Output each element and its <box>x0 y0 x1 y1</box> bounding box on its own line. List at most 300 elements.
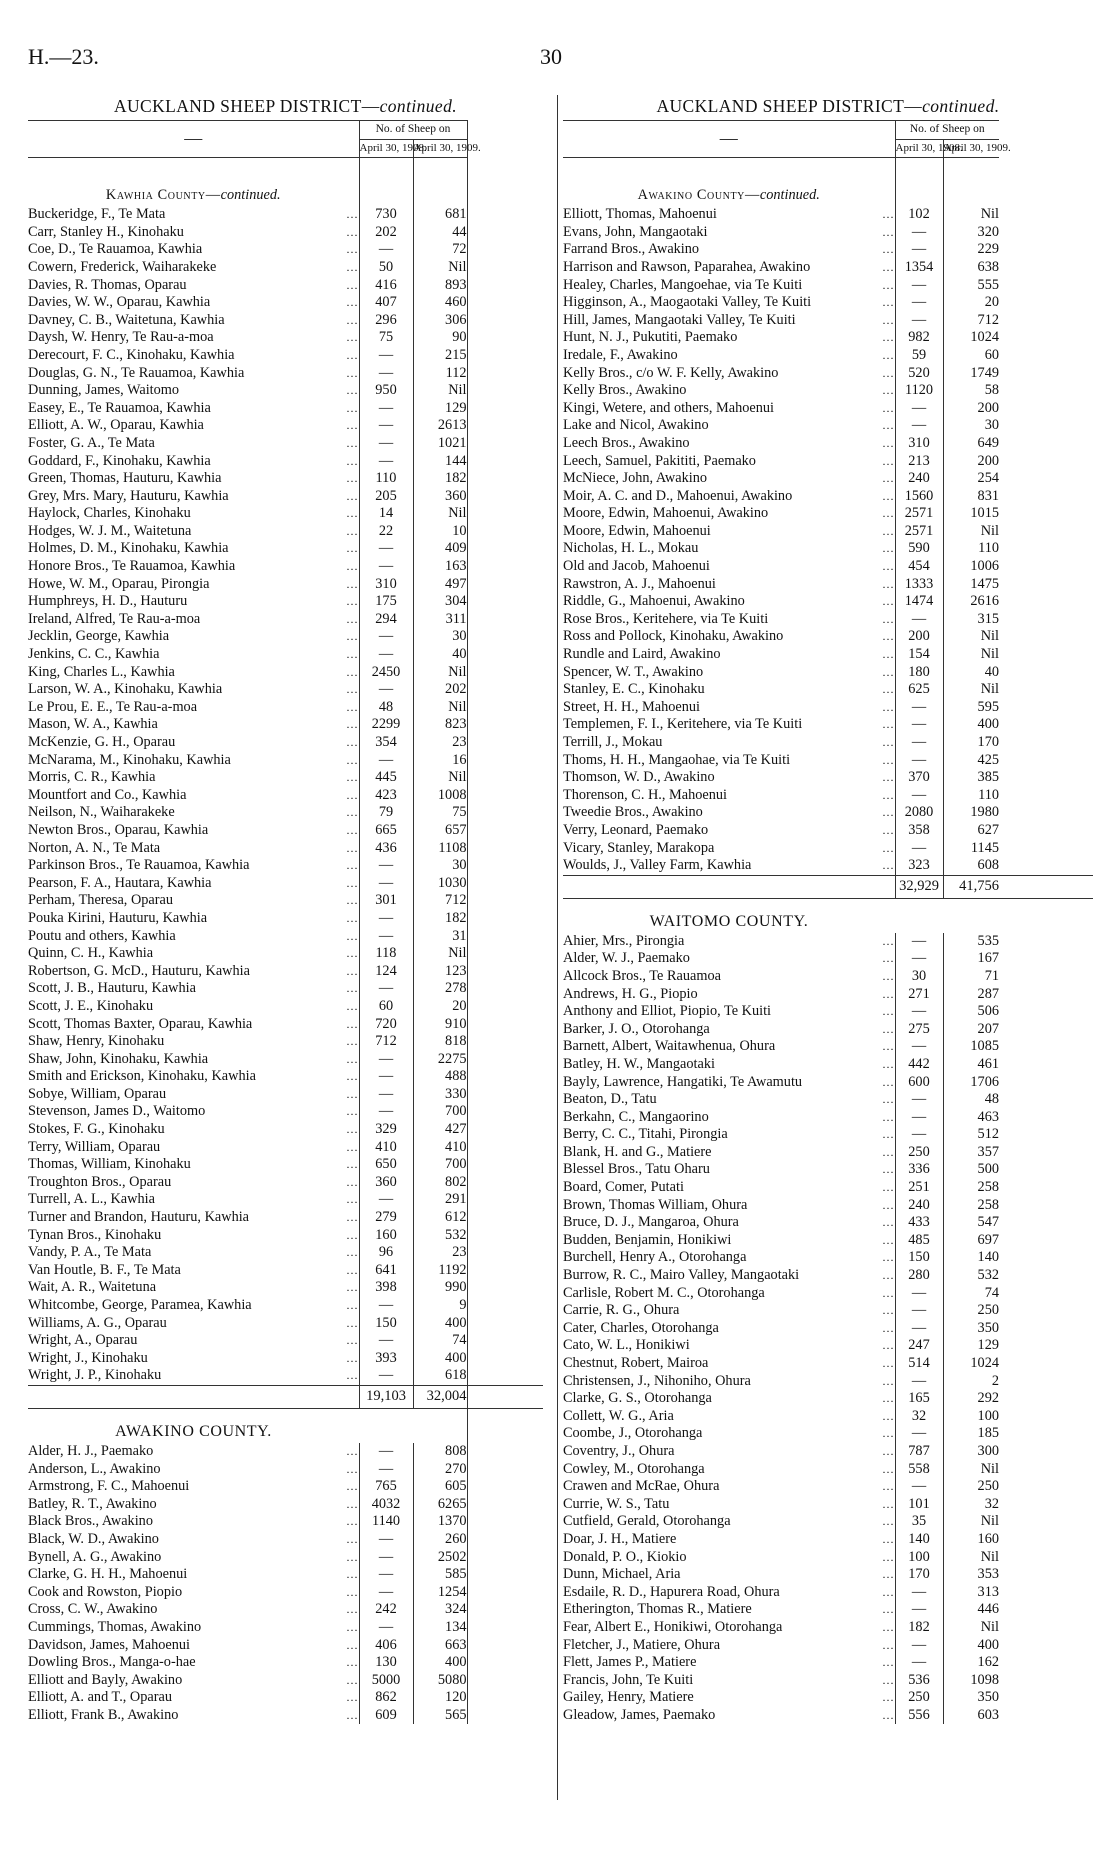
sheep-1908: 59 <box>895 347 943 365</box>
leader-dots: ... <box>346 1174 359 1189</box>
sheep-1908: 1474 <box>895 593 943 611</box>
sheep-1908: 360 <box>359 1174 413 1192</box>
owner-name: Pearson, F. A., Hautara, Kawhia <box>28 874 212 891</box>
table-row <box>28 664 543 682</box>
leader-dots: ... <box>346 1298 359 1312</box>
sheep-1908: — <box>359 1367 413 1385</box>
leader-dots: ... <box>882 1144 895 1159</box>
leader-dots: ... <box>346 1051 359 1066</box>
owner-name: Street, H. H., Mahoenui <box>563 698 700 715</box>
sheep-1908: 247 <box>895 1337 943 1355</box>
leader-dots: ... <box>346 647 359 662</box>
sheep-1909: 910 <box>413 1016 467 1034</box>
sheep-1909: 608 <box>943 857 999 875</box>
sheep-1909: 140 <box>943 1249 999 1267</box>
owner-name: Elliott, Thomas, Mahoenui <box>563 206 717 223</box>
table-row <box>563 1619 1093 1637</box>
sheep-1909: 409 <box>413 540 467 558</box>
sheep-1909: 200 <box>943 400 999 418</box>
leader-dots: ... <box>882 1127 895 1142</box>
leader-dots: ... <box>346 910 359 925</box>
leader-dots: ... <box>882 1443 895 1458</box>
sheep-1908: — <box>895 611 943 629</box>
sheep-1908: — <box>359 417 413 435</box>
owner-name: Moir, A. C. and D., Mahoenui, Awakino <box>563 487 793 504</box>
section-heading-row <box>28 180 543 206</box>
leader-dots: ... <box>346 946 359 961</box>
owner-name: Wait, A. R., Waitetuna <box>28 1279 157 1296</box>
sheep-1908: 250 <box>895 1689 943 1707</box>
owner-name: Mountfort and Co., Kawhia <box>28 786 187 803</box>
owner-name: Newton Bros., Oparau, Kawhia <box>28 821 209 838</box>
leader-dots: ... <box>346 594 359 609</box>
sheep-1909: 5080 <box>413 1672 467 1690</box>
table-row <box>563 1249 1093 1267</box>
leader-dots: ... <box>346 611 359 626</box>
sheep-1908: 170 <box>895 1566 943 1584</box>
sheep-1909: 120 <box>413 1689 467 1707</box>
sheep-1908: 454 <box>895 558 943 576</box>
sheep-1908: 2450 <box>359 664 413 682</box>
sheep-1908: 982 <box>895 329 943 347</box>
sheep-1908: 205 <box>359 488 413 506</box>
waitomo-county-heading: WAITOMO COUNTY. <box>649 912 809 930</box>
sheep-1909: 353 <box>943 1566 999 1584</box>
table-row <box>28 840 543 858</box>
table-row <box>28 1496 543 1514</box>
sheep-1909: 712 <box>943 312 999 330</box>
sheep-1909: 20 <box>413 998 467 1016</box>
owner-name: Dunn, Michael, Aria <box>563 1566 681 1583</box>
table-row <box>563 1496 1093 1514</box>
table-row <box>563 576 1093 594</box>
table-row <box>28 1584 543 1602</box>
owner-name: Cook and Rowston, Piopio <box>28 1583 183 1600</box>
leader-dots: ... <box>882 770 895 785</box>
leader-dots: ... <box>882 1690 895 1705</box>
sheep-1909: 74 <box>413 1332 467 1350</box>
table-row <box>28 1297 543 1315</box>
leader-dots: ... <box>882 951 895 966</box>
sheep-1908: 130 <box>359 1654 413 1672</box>
table-row <box>563 787 1093 805</box>
sheep-1908: 251 <box>895 1179 943 1197</box>
table-row <box>28 681 543 699</box>
leader-dots: ... <box>882 1356 895 1370</box>
sheep-1908: 110 <box>359 470 413 488</box>
table-row <box>28 277 543 295</box>
table-row <box>563 1601 1093 1619</box>
leader-dots: ... <box>882 1092 895 1107</box>
leader-dots: ... <box>882 506 895 521</box>
owner-name: Ross and Pollock, Kinohaku, Awakino <box>563 628 784 645</box>
leader-dots: ... <box>346 1122 359 1137</box>
owner-name: Blank, H. and G., Matiere <box>563 1143 712 1160</box>
sheep-1908: 2080 <box>895 804 943 822</box>
owner-name: Davies, R. Thomas, Oparau <box>28 276 187 293</box>
owner-name: Clarke, G. S., Otorohanga <box>563 1390 712 1407</box>
owner-name: Hunt, N. J., Pukutiti, Paemako <box>563 329 738 346</box>
sheep-1909: 565 <box>413 1707 467 1725</box>
table-row <box>563 277 1093 295</box>
sheep-1908: — <box>359 365 413 383</box>
col-1908-header: April 30, 1908. <box>359 139 413 158</box>
table-row <box>563 1285 1093 1303</box>
name-column-header: — <box>563 121 895 158</box>
sheep-1908: — <box>359 1051 413 1069</box>
sheep-1909: 129 <box>943 1337 999 1355</box>
table-row <box>563 1337 1093 1355</box>
table-row <box>563 435 1093 453</box>
leader-dots: ... <box>346 295 359 310</box>
table-row <box>563 611 1093 629</box>
table-row <box>28 593 543 611</box>
sheep-1908: 102 <box>895 206 943 224</box>
owner-name: Haylock, Charles, Kinohaku <box>28 505 191 522</box>
table-row <box>28 294 543 312</box>
table-row <box>563 558 1093 576</box>
sheep-1908: — <box>359 435 413 453</box>
owner-name: Spencer, W. T., Awakino <box>563 663 704 680</box>
leader-dots: ... <box>346 858 359 873</box>
leader-dots: ... <box>882 1268 895 1283</box>
sheep-1908: 294 <box>359 611 413 629</box>
owner-name: Carrie, R. G., Ohura <box>563 1302 680 1319</box>
table-row <box>28 540 543 558</box>
sheep-1908: — <box>359 1549 413 1567</box>
owner-name: Scott, J. B., Hauturu, Kawhia <box>28 980 196 997</box>
sheep-1908: 520 <box>895 365 943 383</box>
page-ref: H.—23. <box>28 44 99 69</box>
owner-name: Collett, W. G., Aria <box>563 1407 674 1424</box>
sheep-1908: 609 <box>359 1707 413 1725</box>
sheep-1908: 398 <box>359 1279 413 1297</box>
sheep-1908: 514 <box>895 1355 943 1373</box>
sheep-1909: Nil <box>413 259 467 277</box>
owner-name: Black, W. D., Awakino <box>28 1530 159 1547</box>
sheep-1908: 4032 <box>359 1496 413 1514</box>
owner-name: Burrow, R. C., Mairo Valley, Mangaotaki <box>563 1267 800 1284</box>
waitomo-county-section <box>563 898 1093 1724</box>
sheep-1909: 44 <box>413 224 467 242</box>
sheep-1908: 650 <box>359 1156 413 1174</box>
leader-dots: ... <box>346 435 359 450</box>
table-row <box>563 1021 1093 1039</box>
owner-name: Moore, Edwin, Mahoenui, Awakino <box>563 505 769 522</box>
sheep-1908: — <box>359 857 413 875</box>
table-row <box>563 1126 1093 1144</box>
sheep-1908: — <box>359 558 413 576</box>
leader-dots: ... <box>346 330 359 345</box>
owner-name: Cross, C. W., Awakino <box>28 1601 158 1618</box>
sheep-1909: Nil <box>943 646 999 664</box>
owner-name: Scott, J. E., Kinohaku <box>28 997 154 1014</box>
sheep-1909: 461 <box>943 1056 999 1074</box>
sheep-1908: — <box>359 241 413 259</box>
leader-dots: ... <box>346 1034 359 1049</box>
owner-name: Turner and Brandon, Hauturu, Kawhia <box>28 1209 250 1226</box>
table-row <box>563 1038 1093 1056</box>
owner-name: Donald, P. O., Kiokio <box>563 1548 687 1565</box>
sheep-1908: 150 <box>895 1249 943 1267</box>
owner-name: Carr, Stanley H., Kinohaku <box>28 223 184 240</box>
sheep-1908: 485 <box>895 1232 943 1250</box>
sheep-1909: 831 <box>943 488 999 506</box>
owner-name: Elliott, Frank B., Awakino <box>28 1706 179 1723</box>
sheep-1909: Nil <box>943 681 999 699</box>
table-row <box>28 875 543 893</box>
table-row <box>28 365 543 383</box>
col-1908-header: April 30, 1908. <box>895 139 943 158</box>
owner-name: Williams, A. G., Oparau <box>28 1314 167 1331</box>
sheep-1909: 649 <box>943 435 999 453</box>
sheep-1908: — <box>895 1302 943 1320</box>
owner-name: Turrell, A. L., Kawhia <box>28 1191 155 1208</box>
leader-dots: ... <box>882 1461 895 1476</box>
owner-name: Woulds, J., Valley Farm, Kawhia <box>563 857 752 874</box>
sheep-1908: 310 <box>359 576 413 594</box>
sheep-1908: 60 <box>359 998 413 1016</box>
owner-name: Douglas, G. N., Te Rauamoa, Kawhia <box>28 364 245 381</box>
table-row <box>28 716 543 734</box>
sheep-1908: — <box>895 1126 943 1144</box>
owner-name: Beaton, D., Tatu <box>563 1091 657 1108</box>
sheep-1908: 445 <box>359 769 413 787</box>
sheep-1909: 330 <box>413 1086 467 1104</box>
sheep-1909: 10 <box>413 523 467 541</box>
table-row <box>28 1478 543 1496</box>
sheep-1909: 547 <box>943 1214 999 1232</box>
table-row <box>563 1302 1093 1320</box>
sheep-1909: 304 <box>413 593 467 611</box>
leader-dots: ... <box>346 1496 359 1511</box>
kawhia-county-heading: Kawhia County—continued. <box>105 187 281 204</box>
owner-name: Humphreys, H. D., Hauturu <box>28 593 188 610</box>
sheep-1909: Nil <box>943 628 999 646</box>
table-row <box>28 734 543 752</box>
sheep-1909: 40 <box>943 664 999 682</box>
sheep-1908: — <box>895 1038 943 1056</box>
table-row <box>28 329 543 347</box>
table-row <box>28 488 543 506</box>
sheep-1908: 140 <box>895 1531 943 1549</box>
owner-name: Black Bros., Awakino <box>28 1513 153 1530</box>
sheep-1909: 60 <box>943 347 999 365</box>
sheep-1909: 350 <box>943 1320 999 1338</box>
table-row <box>563 752 1093 770</box>
owner-name: Currie, W. S., Tatu <box>563 1495 670 1512</box>
sheep-1909: 170 <box>943 734 999 752</box>
sheep-1908: 154 <box>895 646 943 664</box>
leader-dots: ... <box>882 1391 895 1406</box>
leader-dots: ... <box>882 1549 895 1564</box>
table-row <box>563 1214 1093 1232</box>
table-row <box>563 933 1093 951</box>
leader-dots: ... <box>882 1602 895 1617</box>
sheep-1909: 72 <box>413 241 467 259</box>
sheep-1908: 558 <box>895 1461 943 1479</box>
sheep-1908: 336 <box>895 1161 943 1179</box>
leader-dots: ... <box>346 928 359 943</box>
owner-name: Cutfield, Gerald, Otorohanga <box>563 1513 731 1530</box>
table-row <box>563 400 1093 418</box>
sheep-1908: — <box>895 933 943 951</box>
sheep-1908: — <box>359 980 413 998</box>
owner-name: Thomson, W. D., Awakino <box>563 769 715 786</box>
leader-dots: ... <box>882 822 895 837</box>
sheep-1908: 323 <box>895 857 943 875</box>
owner-name: Moore, Edwin, Mahoenui <box>563 522 711 539</box>
owner-name: Farrand Bros., Awakino <box>563 241 700 258</box>
owner-name: Brown, Thomas William, Ohura <box>563 1196 748 1213</box>
sheep-1908: — <box>895 699 943 717</box>
sheep-1909: 200 <box>943 453 999 471</box>
sheep-1909: 990 <box>413 1279 467 1297</box>
kawhia-county-section <box>28 158 543 1409</box>
section-heading-row <box>563 898 1093 933</box>
leader-dots: ... <box>882 752 895 767</box>
col-1909-header: April 30, 1909. <box>413 139 467 158</box>
sheep-1909: 30 <box>413 628 467 646</box>
leader-dots: ... <box>882 471 895 486</box>
owner-name: Tweedie Bros., Awakino <box>563 804 703 821</box>
leader-dots: ... <box>882 611 895 626</box>
leader-dots: ... <box>882 576 895 591</box>
owner-name: Pouka Kirini, Hauturu, Kawhia <box>28 909 208 926</box>
leader-dots: ... <box>882 1303 895 1318</box>
sheep-1908: — <box>359 1584 413 1602</box>
leader-dots: ... <box>882 383 895 398</box>
sheep-1908: 280 <box>895 1267 943 1285</box>
sheep-1908: 1120 <box>895 382 943 400</box>
owner-name: Poutu and others, Kawhia <box>28 927 176 944</box>
sheep-1909: 400 <box>943 1637 999 1655</box>
sheep-1909: 400 <box>413 1315 467 1333</box>
sheep-1909: Nil <box>413 664 467 682</box>
owner-name: Jecklin, George, Kawhia <box>28 628 170 645</box>
sheep-1909: 410 <box>413 1139 467 1157</box>
table-row <box>28 470 543 488</box>
sheep-1909: 129 <box>413 400 467 418</box>
sheep-1909: 460 <box>413 294 467 312</box>
leader-dots: ... <box>882 664 895 679</box>
owner-name: Neilson, N., Waiharakeke <box>28 804 175 821</box>
owner-name: McNarama, M., Kinohaku, Kawhia <box>28 751 231 768</box>
sheep-1909: 385 <box>943 769 999 787</box>
sheep-1909: 1706 <box>943 1074 999 1092</box>
leader-dots: ... <box>882 1426 895 1441</box>
leader-dots: ... <box>346 559 359 574</box>
awakino-county-cont-heading: Awakino County—continued. <box>637 187 820 204</box>
right-column-title: AUCKLAND SHEEP DISTRICT—continued. <box>656 96 1000 116</box>
sheep-1908: 250 <box>895 1144 943 1162</box>
owner-name: Hodges, W. J. M., Waitetuna <box>28 522 192 539</box>
sheep-1908: — <box>359 681 413 699</box>
sheep-1908: 5000 <box>359 1672 413 1690</box>
leader-dots: ... <box>346 1315 359 1330</box>
owner-name: Tynan Bros., Kinohaku <box>28 1226 162 1243</box>
leader-dots: ... <box>882 1197 895 1212</box>
leader-dots: ... <box>882 523 895 538</box>
leader-dots: ... <box>882 699 895 714</box>
sheep-1909: 512 <box>943 1126 999 1144</box>
sheep-1909: Nil <box>943 1513 999 1531</box>
leader-dots: ... <box>882 488 895 503</box>
owner-name: Batley, R. T., Awakino <box>28 1495 157 1512</box>
sheep-1908: 200 <box>895 628 943 646</box>
owner-name: Verry, Leonard, Paemako <box>563 821 709 838</box>
leader-dots: ... <box>346 822 359 837</box>
sheep-1909: 292 <box>943 1390 999 1408</box>
leader-dots: ... <box>882 1338 895 1353</box>
sheep-1908: 625 <box>895 681 943 699</box>
leader-dots: ... <box>346 1655 359 1670</box>
leader-dots: ... <box>882 1004 895 1019</box>
owner-name: Rundle and Laird, Awakino <box>563 646 721 663</box>
table-row <box>28 1315 543 1333</box>
owner-name: Easey, E., Te Rauamoa, Kawhia <box>28 399 211 416</box>
owner-name: Coombe, J., Otorohanga <box>563 1425 703 1442</box>
leader-dots: ... <box>882 787 895 802</box>
sheep-1909: 16 <box>413 752 467 770</box>
awakino-county-heading: AWAKINO COUNTY. <box>115 1423 272 1441</box>
table-row <box>563 857 1093 875</box>
sheep-1909: 2275 <box>413 1051 467 1069</box>
sheep-1908: — <box>359 1566 413 1584</box>
leader-dots: ... <box>346 1619 359 1634</box>
table-row <box>563 453 1093 471</box>
sheep-1909: 681 <box>413 206 467 224</box>
sheep-1908: 354 <box>359 734 413 752</box>
sheep-1909: 1085 <box>943 1038 999 1056</box>
sheep-1909: 30 <box>943 417 999 435</box>
owner-name: Cummings, Thomas, Awakino <box>28 1618 202 1635</box>
leader-dots: ... <box>346 471 359 486</box>
owner-name: Grey, Mrs. Mary, Hauturu, Kawhia <box>28 487 229 504</box>
sheep-1909: 1021 <box>413 435 467 453</box>
owner-name: Cater, Charles, Otorohanga <box>563 1319 719 1336</box>
table-row <box>563 1091 1093 1109</box>
sheep-1908: 101 <box>895 1496 943 1514</box>
owner-name: Barnett, Albert, Waitawhenua, Ohura <box>563 1038 776 1055</box>
sheep-1908: 30 <box>895 968 943 986</box>
leader-dots: ... <box>346 224 359 239</box>
leader-dots: ... <box>882 224 895 239</box>
owner-name: Alder, W. J., Paemako <box>563 950 690 967</box>
sheep-1909: 48 <box>943 1091 999 1109</box>
sheep-1909: 215 <box>413 347 467 365</box>
table-row <box>28 980 543 998</box>
leader-dots: ... <box>346 1333 359 1348</box>
sheep-1909: Nil <box>943 1619 999 1637</box>
leader-dots: ... <box>346 383 359 398</box>
sheep-1909: 893 <box>413 277 467 295</box>
sheep-1908: 862 <box>359 1689 413 1707</box>
sheep-1908: — <box>359 910 413 928</box>
table-row <box>28 1262 543 1280</box>
leader-dots: ... <box>882 418 895 433</box>
sheep-1908: 436 <box>359 840 413 858</box>
leader-dots: ... <box>346 981 359 996</box>
leader-dots: ... <box>882 242 895 257</box>
leader-dots: ... <box>882 277 895 292</box>
owner-name: Francis, John, Te Kuiti <box>563 1671 694 1688</box>
table-row <box>28 998 543 1016</box>
owner-name: Sobye, William, Oparau <box>28 1085 167 1102</box>
table-row <box>563 1654 1093 1672</box>
sheep-1909: 463 <box>943 1109 999 1127</box>
table-row <box>563 1443 1093 1461</box>
